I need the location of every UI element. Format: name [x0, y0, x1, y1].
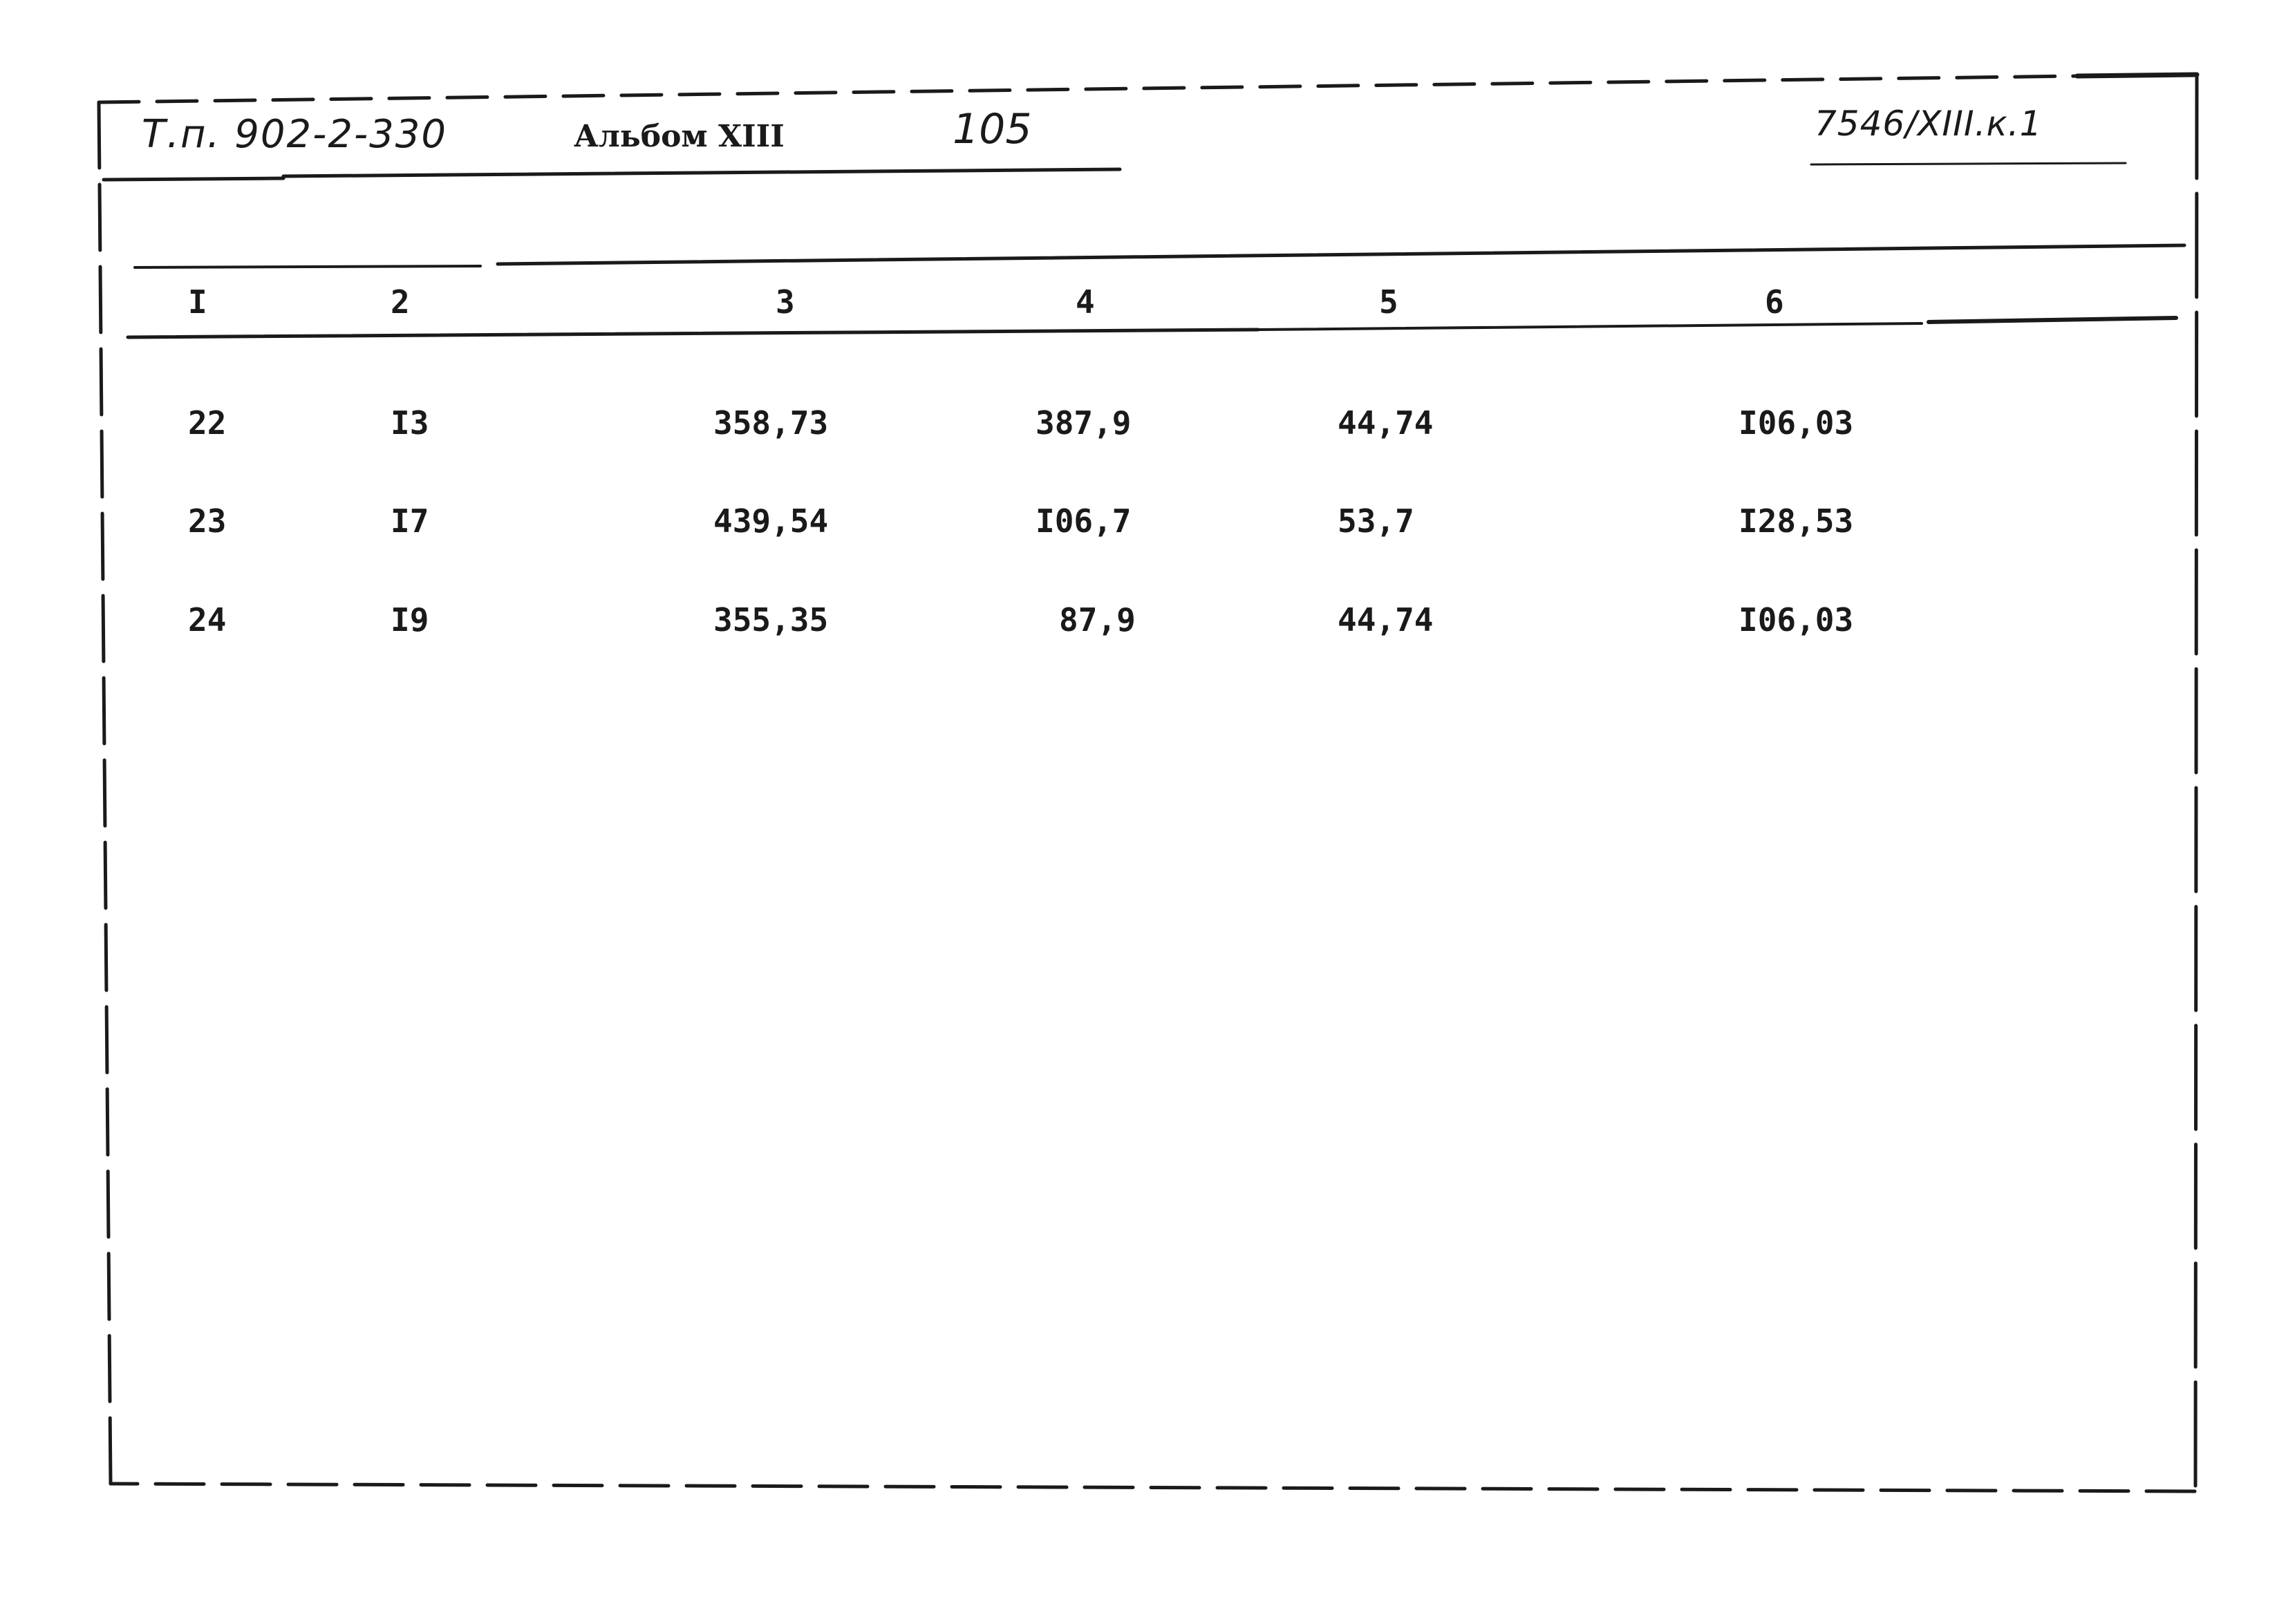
column-header-1: I: [188, 283, 207, 321]
column-header-2: 2: [391, 283, 410, 321]
table-cell: I9: [391, 601, 429, 639]
table-cell: 22: [188, 404, 227, 442]
table-cell: I06,03: [1739, 601, 1854, 639]
table-cell: I06,03: [1739, 404, 1854, 442]
album-label: Альбом XIII: [574, 119, 785, 154]
table-cell: 24: [188, 601, 227, 639]
table-cell: I7: [391, 502, 429, 540]
column-header-6: 6: [1765, 283, 1784, 321]
table-cell: 387,9: [1036, 404, 1132, 442]
column-header-5: 5: [1379, 283, 1398, 321]
table-cell: 439,54: [713, 502, 829, 540]
column-header-4: 4: [1076, 283, 1095, 321]
project-designation: Т.п. 902-2-330: [142, 112, 448, 157]
table-cell: 53,7: [1338, 502, 1414, 540]
table-cell: 23: [188, 502, 227, 540]
table-cell: I3: [391, 404, 429, 442]
sheet-number: 105: [953, 105, 1032, 153]
table-cell: 44,74: [1338, 601, 1434, 639]
table-cell: I06,7: [1036, 502, 1132, 540]
inventory-number: 7546/XIII.к.1: [1815, 104, 2043, 144]
table-cell: 44,74: [1338, 404, 1434, 442]
column-header-3: 3: [776, 283, 795, 321]
table-cell: 87,9: [1059, 601, 1136, 639]
table-cell: 358,73: [713, 404, 829, 442]
table-cell: 355,35: [713, 601, 829, 639]
table-cell: I28,53: [1739, 502, 1854, 540]
